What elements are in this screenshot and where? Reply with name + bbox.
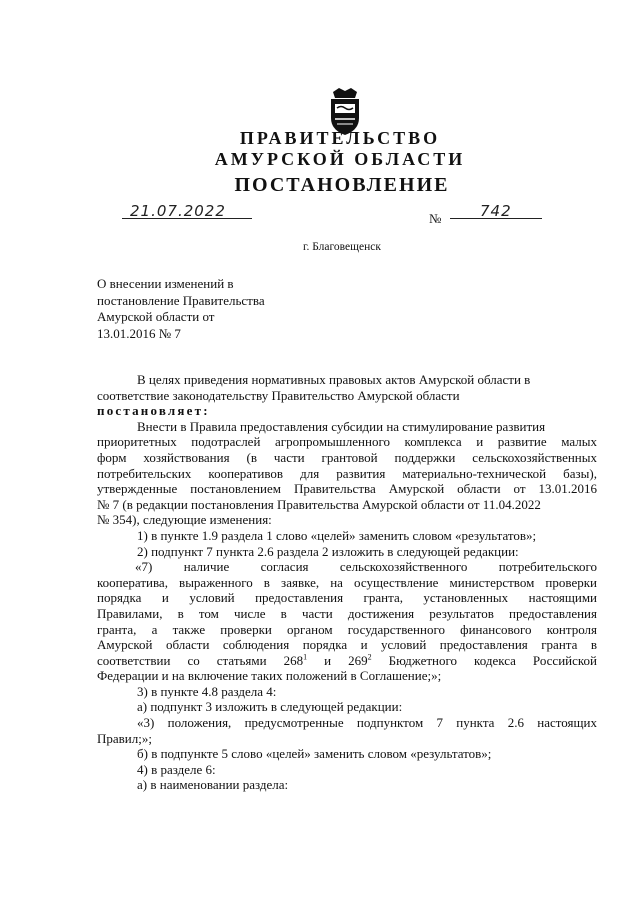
quote-line: Федерации и на включение таких положений в Соглашение;»; xyxy=(97,668,442,684)
paragraph-line: № 7 (в редакции постановления Правительства Амурской области от 11.04.2022 xyxy=(97,496,541,512)
quote-text: Бюджетного кодекса Российской xyxy=(371,652,597,668)
list-item: 2) подпункт 7 пункта 2.6 раздела 2 изложить в следующей редакции: xyxy=(137,543,519,559)
org-name-line1: ПРАВИТЕЛЬСТВО xyxy=(239,128,441,148)
subject-line: 13.01.2016 № 7 xyxy=(97,325,181,341)
city-name: г. Благовещенск xyxy=(303,241,381,253)
paragraph-line: утвержденные постановлением Правительства Амурской области от 13.01.2016 xyxy=(97,481,597,497)
preamble-line: соответствие законодательству Правительство Амурской области xyxy=(97,387,460,403)
list-item: б) в подпункте 5 слово «целей» заменить словом «результатов»; xyxy=(137,746,492,762)
paragraph-line: приоритетных подотраслей агропромышленного комплекса и развитие малых xyxy=(97,434,597,450)
preamble-line: В целях приведения нормативных правовых актов Амурской области в xyxy=(137,372,531,387)
list-item: а) в наименовании раздела: xyxy=(137,777,289,793)
document-type: ПОСТАНОВЛЕНИЕ xyxy=(234,174,450,196)
number-underline xyxy=(450,218,542,219)
handwritten-number: 742 xyxy=(480,202,512,220)
quote-line: «3) положения, предусмотренные подпунктом 7 пункта 2.6 настоящих xyxy=(137,715,597,731)
subject-line: Амурской области от xyxy=(97,309,215,324)
quote-line: Амурской области соблюдения порядка и условий предоставления гранта в xyxy=(97,637,597,653)
quote-line: гранта, а также проверки органом государственного финансового контроля xyxy=(97,621,597,637)
document-subject xyxy=(97,276,337,342)
list-item: 4) в разделе 6: xyxy=(137,761,216,777)
superscript: 1 xyxy=(303,652,308,662)
quote-line: кооператива, выраженного в заявке, на осуществление министерством проверки xyxy=(97,574,597,590)
paragraph-line: форм хозяйствования (в части грантовой поддержки сельскохозяйственных xyxy=(97,449,597,465)
date-underline xyxy=(122,218,252,219)
paragraph-line: № 354), следующие изменения: xyxy=(97,512,272,528)
paragraph-line: потребительских кооперативов для развития материально-технической базы), xyxy=(97,465,597,481)
quote-line: Правилами, в том числе в части достижения результатов предоставления xyxy=(97,605,597,621)
list-item: а) подпункт 3 изложить в следующей редакции: xyxy=(137,699,403,715)
subject-line: О внесении изменений в xyxy=(97,276,234,291)
quote-text: соответствии со статьями 268 xyxy=(97,652,304,668)
quote-line-with-superscripts xyxy=(97,653,597,669)
paragraph-line: Внести в Правила предоставления субсидии на стимулирование развития xyxy=(137,418,546,434)
quote-line: «7) наличие согласия сельскохозяйственного потребительского xyxy=(135,559,597,575)
list-item: 1) в пункте 1.9 раздела 1 слово «целей» заменить словом «результатов»; xyxy=(137,527,537,543)
quote-text: и 269 xyxy=(307,652,368,668)
org-name-line2: АМУРСКОЙ ОБЛАСТИ xyxy=(214,149,466,169)
quote-line: порядка и условий предоставления гранта, установленных настоящими xyxy=(97,590,597,606)
list-item: 3) в пункте 4.8 раздела 4: xyxy=(137,683,277,699)
number-sign: № xyxy=(429,211,442,226)
subject-line: постановление Правительства xyxy=(97,292,265,308)
document-body xyxy=(97,372,597,793)
decree-word: постановляет: xyxy=(97,403,210,419)
handwritten-date: 21.07.2022 xyxy=(130,202,226,220)
superscript: 2 xyxy=(367,652,372,662)
quote-line: Правил;»; xyxy=(97,730,152,746)
